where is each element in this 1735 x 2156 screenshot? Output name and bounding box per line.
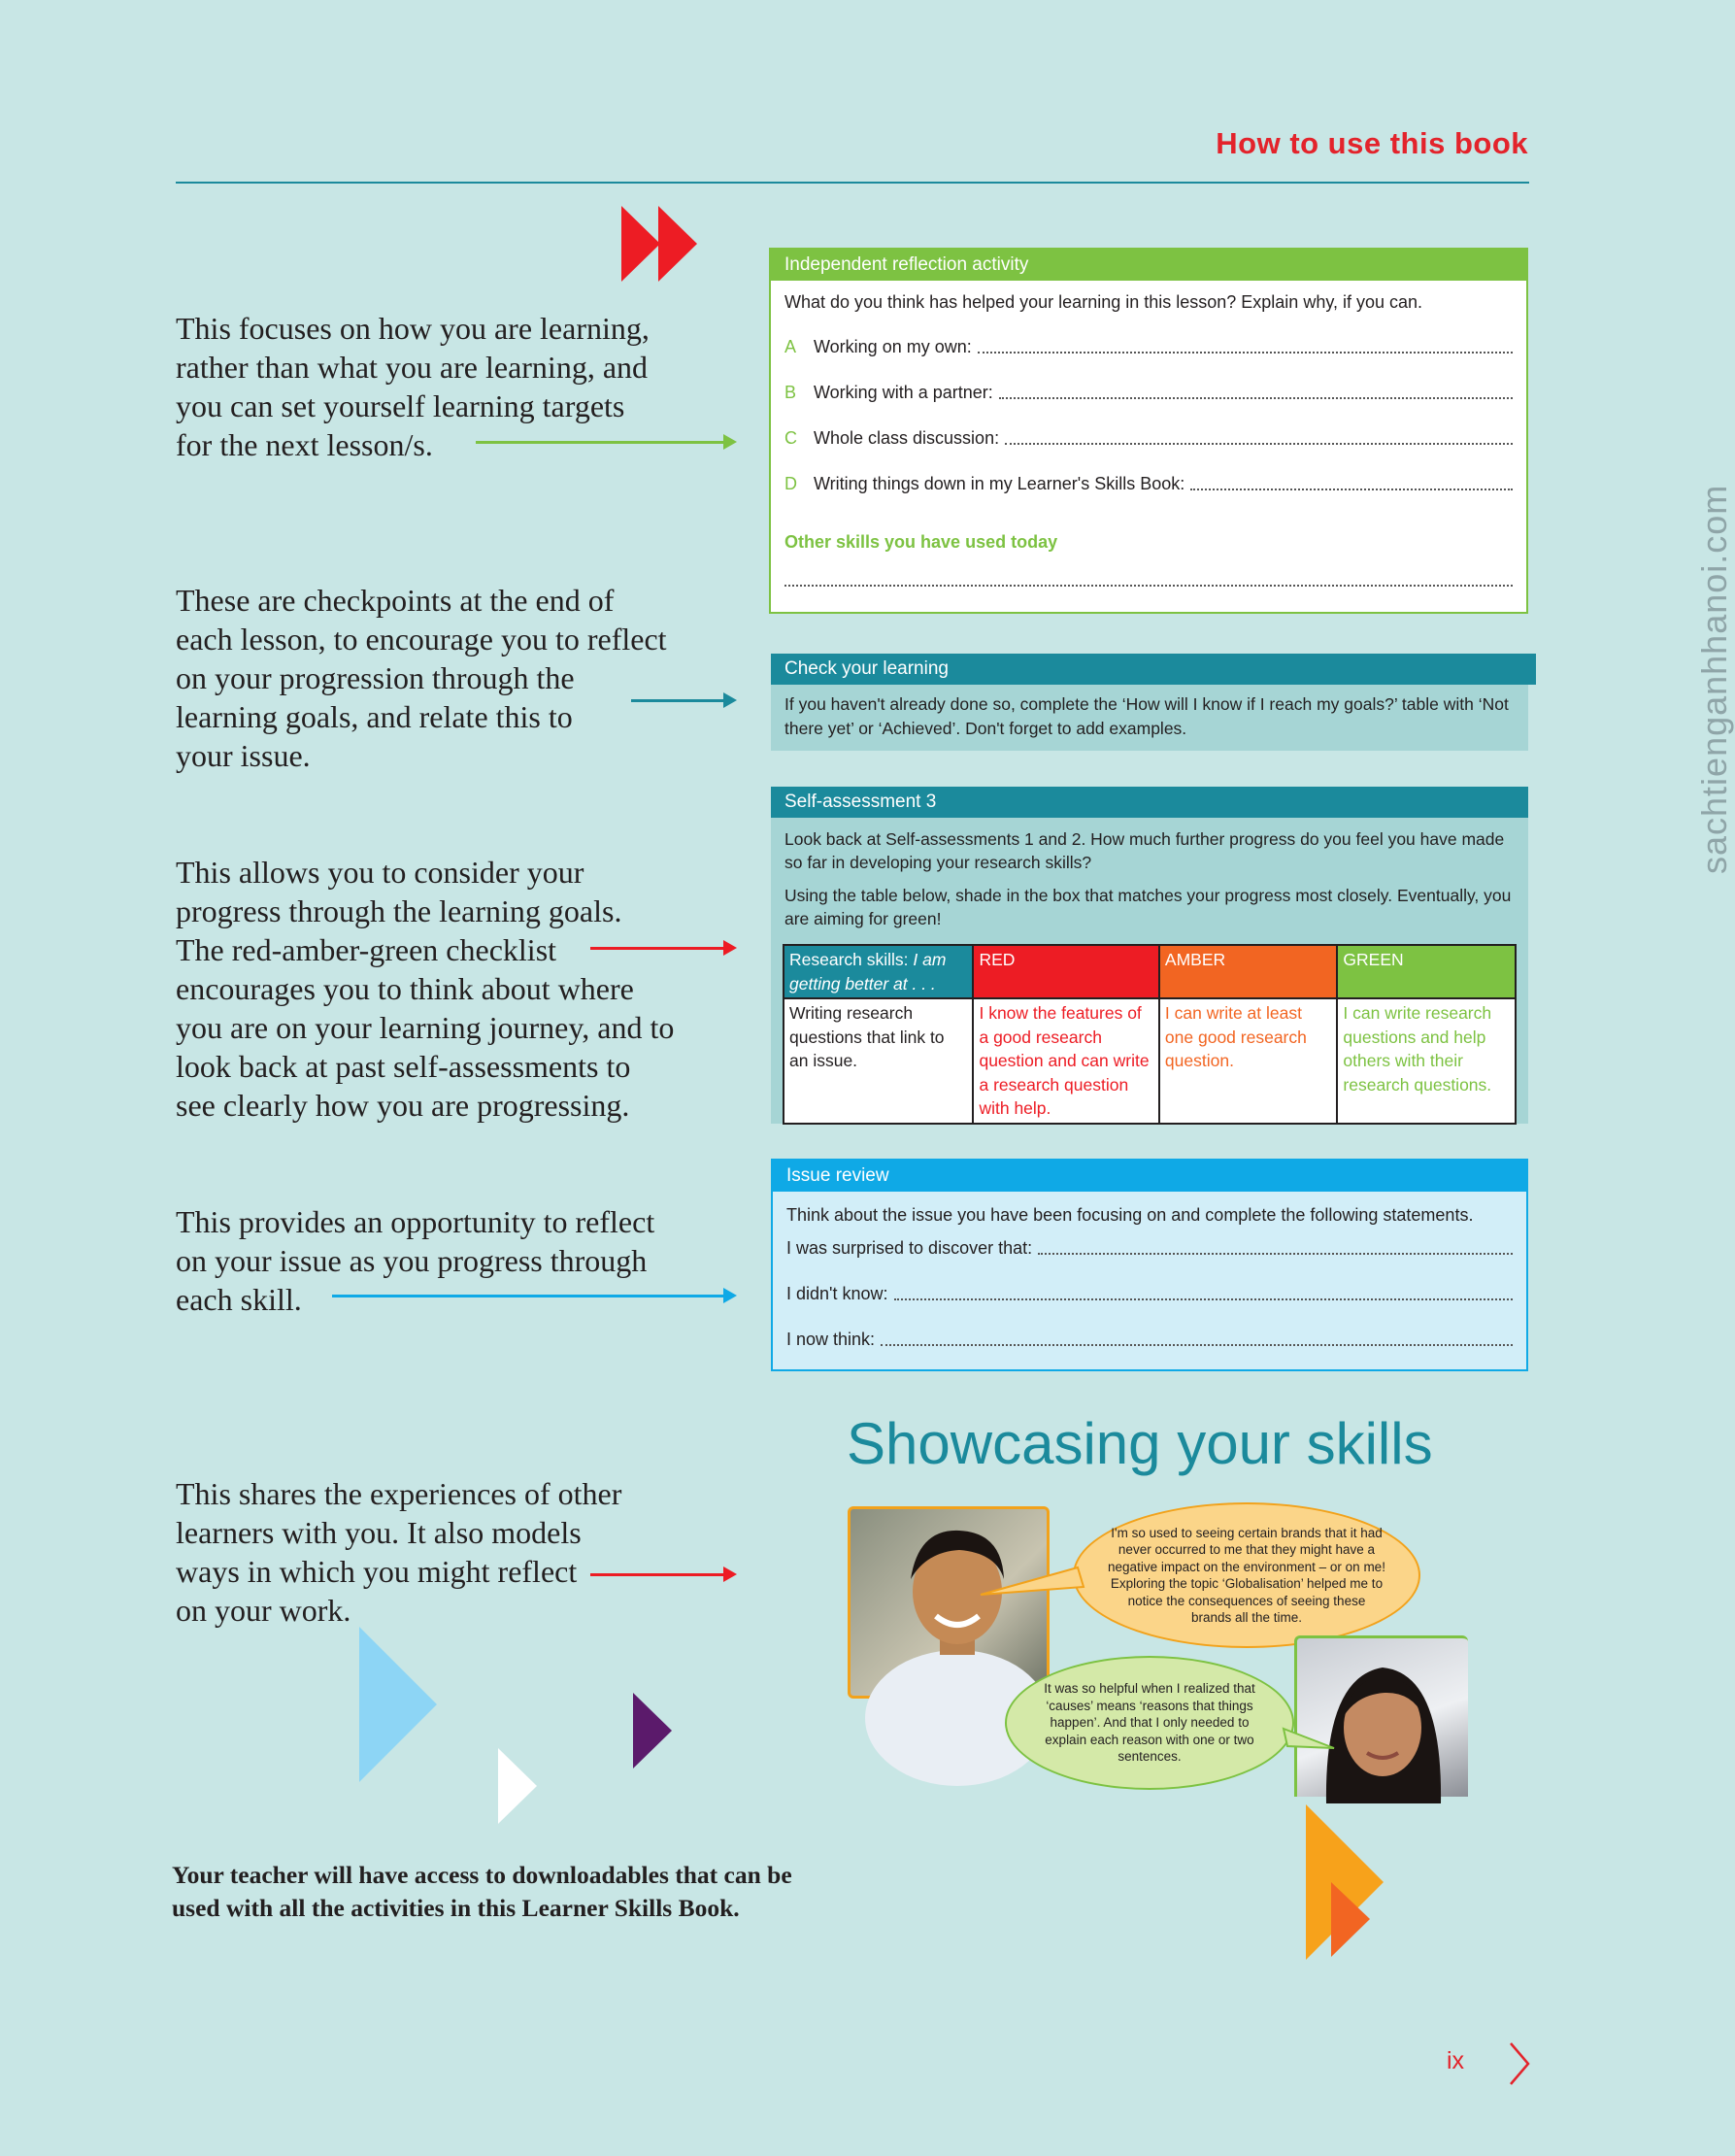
answer-line[interactable] [881,1343,1513,1346]
arrow-head-icon [723,1566,737,1582]
description-checkpoints: These are checkpoints at the end of each lesson, to encourage you to reflect on your progression through the learning goals, and relate this to your issue. [176,583,667,773]
orange-triangles-icon [1306,1804,1385,1960]
issue-review-box [771,1159,1528,1371]
purple-triangle-icon [633,1693,674,1769]
green-column-header: GREEN [1337,945,1516,998]
reflection-question: What do you think has helped your learning in this lesson? Explain why, if you can. [784,292,1423,312]
check-box-title: Check your learning [771,654,1536,685]
answer-line[interactable] [1038,1252,1513,1255]
self-assessment-para-1: Look back at Self-assessments 1 and 2. How much further progress do you feel you have made so far in developing your research skills? [784,829,1505,872]
arrow-line-self-assessment [590,947,723,950]
answer-line[interactable] [1190,488,1513,490]
girl-portrait-icon [1297,1638,1468,1797]
arrow-head-icon [723,692,737,708]
issue-statement-didnt-know[interactable]: I didn't know: [786,1284,1513,1304]
answer-line[interactable] [894,1297,1514,1300]
rag-checklist-table [783,944,1517,1125]
page-number: ix [1447,2047,1465,2074]
reflection-option-c[interactable]: C Whole class discussion: [784,428,1513,449]
skill-column-header: Research skills: I am getting better at . . . [784,945,973,998]
description-reflection: This focuses on how you are learning, rather than what you are learning, and you can set yourself learning targets for the next lesson/s. [176,311,650,462]
watermark: sachtienganhhanoi.com [1694,484,1734,874]
red-column-header: RED [973,945,1158,998]
check-your-learning-box [771,654,1528,751]
description-showcase: This shares the experiences of other learners with you. It also models ways in which you might reflect on your work. [176,1476,622,1628]
learner-photo-girl [1294,1635,1468,1797]
showcase-title: Showcasing your skills [847,1411,1433,1476]
reflection-option-b[interactable]: B Working with a partner: [784,383,1513,403]
quote-bubble-boy: I'm so used to seeing certain brands that it had never occurred to me that they might have a negative impact on the environment – or on me! Exploring the topic ‘Globalisation’ helped me to notice the consequences of seeing these brands all the time. [1073,1502,1420,1648]
issue-statement-now-think[interactable]: I now think: [786,1330,1513,1350]
white-triangle-icon [498,1748,539,1824]
issue-review-intro: Think about the issue you have been focusing on and complete the following statements. [786,1205,1474,1225]
bubble-tail-icon [1280,1727,1338,1756]
issue-review-title: Issue review [773,1161,1526,1192]
quote-bubble-girl: It was so helpful when I realized that ‘causes’ means ‘reasons that things happen’. And that I only needed to explain each reason with one or two sentences. [1005,1656,1294,1790]
arrow-line-showcase [590,1573,723,1576]
description-self-assessment: This allows you to consider your progress through the learning goals. The red-amber-green checklist encourages you to think about where you are on your learning journey, and to look back at past self-assessments to see clearly how you are progressing. [176,855,675,1123]
self-assessment-title: Self-assessment 3 [771,787,1528,818]
reflection-activity-box [769,248,1528,614]
header-divider [176,182,1529,184]
table-row [784,998,1516,1124]
page-header-title: How to use this book [1216,126,1528,160]
chevron-right-icon[interactable] [1508,2041,1531,2086]
amber-cell[interactable]: I can write at least one good research question. [1159,998,1338,1124]
self-assessment-para-2: Using the table below, shade in the box that matches your progress most closely. Eventually, you are aiming for green! [784,886,1512,928]
fast-forward-icon [621,206,699,282]
arrow-head-icon [723,1288,737,1303]
answer-line[interactable] [1005,442,1513,445]
other-skills-label: Other skills you have used today [784,532,1058,552]
reflection-option-a[interactable]: A Working on my own: [784,337,1513,357]
red-cell[interactable]: I know the features of a good research question and can write a research question with help. [973,998,1158,1124]
self-assessment-box [771,787,1528,1124]
bubble-tail-icon [981,1566,1087,1604]
downloadables-note: Your teacher will have access to downloadables that can be used with all the activities in this Learner Skills Book. [172,1861,792,1922]
answer-line[interactable] [784,585,1513,587]
reflection-box-title: Independent reflection activity [771,250,1526,281]
answer-line[interactable] [999,396,1513,399]
arrow-line-issue [332,1295,723,1297]
arrow-head-icon [723,940,737,956]
light-blue-triangle-icon [359,1627,439,1782]
arrow-line-checkpoints [631,699,723,702]
arrow-line-reflection [476,441,723,444]
arrow-head-icon [723,434,737,450]
skill-cell: Writing research questions that link to an issue. [784,998,973,1124]
check-box-body: If you haven't already done so, complete the ‘How will I know if I reach my goals?’ table with ‘Not there yet’ or ‘Achieved’. Don't forget to add examples. [784,694,1509,738]
issue-statement-surprised[interactable]: I was surprised to discover that: [786,1238,1513,1259]
green-cell[interactable]: I can write research questions and help others with their research questions. [1337,998,1516,1124]
reflection-option-d[interactable]: D Writing things down in my Learner's Skills Book: [784,474,1513,494]
description-issue: This provides an opportunity to reflect on your issue as you progress through each skill. [176,1204,655,1317]
table-header-row [784,945,1516,998]
answer-line[interactable] [978,351,1513,354]
amber-column-header: AMBER [1159,945,1338,998]
